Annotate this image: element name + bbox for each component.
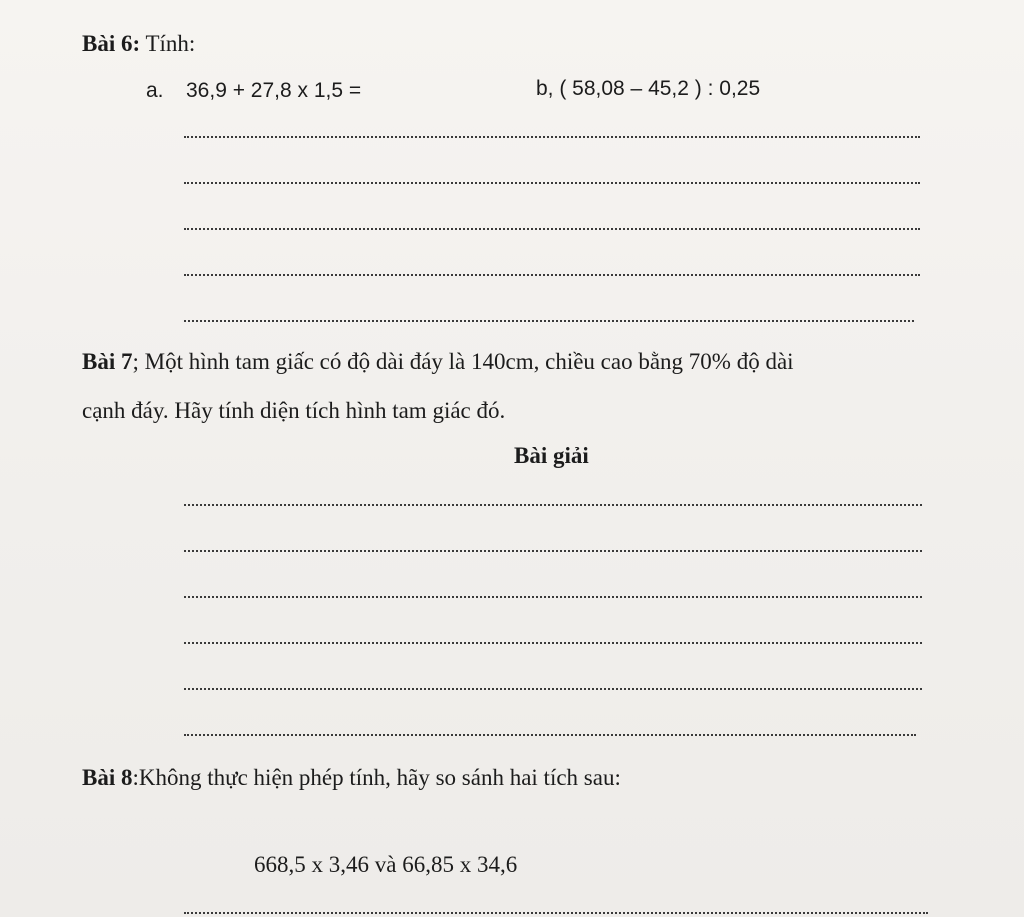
bai8-title: Bài 8 xyxy=(82,765,133,790)
answer-line xyxy=(184,550,922,552)
answer-line xyxy=(184,688,922,690)
answer-line xyxy=(184,136,920,138)
bai6-title: Bài 6: xyxy=(82,31,141,56)
answer-line xyxy=(184,912,928,914)
bai6-part-a-label: a. xyxy=(146,79,164,102)
answer-line xyxy=(184,734,916,736)
bai6-heading xyxy=(82,32,195,55)
answer-line xyxy=(184,596,922,598)
bai8-expression: 668,5 x 3,46 và 66,85 x 34,6 xyxy=(254,852,518,877)
solution-heading: Bài giải xyxy=(514,443,589,468)
answer-line xyxy=(184,504,922,506)
bai7-title-rest: ; Một hình tam giấc có độ dài đáy là 140cm, chiều cao bằng 70% độ dài xyxy=(132,349,794,374)
bai6-title-rest: Tính: xyxy=(140,31,196,56)
bai8-title-rest: :Không thực hiện phép tính, hãy so sánh hai tích sau: xyxy=(132,765,621,790)
bai7-heading xyxy=(82,350,794,373)
bai7-title: Bài 7 xyxy=(82,349,133,374)
bai7-line2: cạnh đáy. Hãy tính diện tích hình tam giác đó. xyxy=(82,398,506,423)
answer-line xyxy=(184,228,920,230)
bai6-part-b-expression: b, ( 58,08 – 45,2 ) : 0,25 xyxy=(536,77,761,100)
answer-line xyxy=(184,182,920,184)
answer-line xyxy=(184,320,914,322)
answer-line xyxy=(184,642,922,644)
answer-line xyxy=(184,274,920,276)
bai8-heading xyxy=(82,766,621,789)
bai6-part-a-expression: 36,9 + 27,8 x 1,5 = xyxy=(186,79,362,102)
